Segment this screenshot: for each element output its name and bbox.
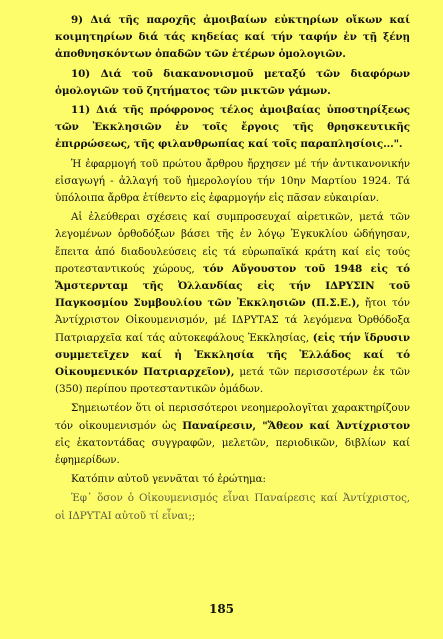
text-segment: εἰς ἑκατοντάδας συγγραφῶν, μελετῶν, περιοδικῶν, διβλίων καί ἐφημερίδων. — [55, 436, 410, 467]
text-segment: Κατόπιν αὐτοῦ γεννᾶται τό ἐρώτημα: — [71, 473, 266, 486]
text-segment: Ἐφ᾽ ὅσον ὁ Οἰκουμενισμός εἶναι Παναίρεσις καί Ἀντίχριστος, οἱ ΙΔΡΥΤΑΙ αὐτοῦ τί εἶναι;; — [55, 492, 410, 522]
text-segment: ἤτοι τόν Ἀντίχριστον Οἰκουμενισμόν, μέ ΙΔΡΥΤΑΣ τά λεγόμενα Ὀρθόδοξα Πατριαρχεῖα καί τάς αὐτοκεφάλους Ἐκκλησίας, — [55, 297, 410, 344]
paragraph-p1 — [55, 12, 410, 64]
paragraph-p8 — [55, 490, 410, 524]
text-segment: Αἱ ἐλεύθεραι σχέσεις καί συμπροσευχαί αἱρετικῶν, μετά τῶν λεγομένων ὀρθοδόξων βάσει τῆς ἐν λόγῳ Ἐγκυκλίου ὡδήγησαν, ἔπειτα ἀπό διαδουλεύσεις εἰς τά εὐρωπαϊκά κράτη καί εἰς τούς προτεσταντικούς χώρους, — [55, 211, 410, 275]
text-segment: μετά τῶν περισσοτέρων ἐκ τῶν (350) περίπου προτεσταντικῶν ὁμάδων. — [55, 366, 410, 396]
text-segment: 9) Διά τῆς παροχῆς ἀμοιβαίων εὐκτηρίων οἴκων καί κοιμητηρίων διά τάς κηδείας καί τήν ταφήν ἐν τῇ ξένῃ ἀποθνησκόντων ὀπαδῶν τῶν ἑτέρων ὁμολογιῶν. — [55, 14, 410, 61]
text-segment: 11) Διά τῆς πρόφρονος τέλος ἀμοιβαίας ὑποστηρίξεως τῶν Ἐκκλησιῶν ἐν τοῖς ἔργοις τῆς θρησκευτικῆς ἐπιρρώσεως, τῆς φιλανθρωπίας καί τοῖς παραπλησίοις...". — [55, 104, 410, 151]
paragraph-p6 — [55, 400, 410, 469]
text-body — [55, 12, 410, 525]
text-segment: Σημειωτέον ὅτι οἱ περισσότεροι νεοημερολογῖται χαρακτηρίζουν τόν οἰκουμενισμόν ὡς — [55, 402, 410, 432]
paragraph-p3 — [55, 102, 410, 154]
text-segment: Ἡ ἐφαρμογή τοῦ πρώτου ἄρθρου ἤρχησεν μέ τήν ἀντικανονικήν εἰσαγωγή - ἀλλαγή τοῦ ἡμερολογίου τήν 10ην Μαρτίου 1924. Τά ὑπόλοιπα ἄρθρα ἐτίθεντο εἰς ἐφαρμογήν εἰς πᾶσαν εὐκαιρίαν. — [55, 157, 410, 205]
text-segment: τόν Αὔγουστον τοῦ 1948 εἰς τό Ἄμστερνταμ τῆς Ὀλλανδίας εἰς τήν ΙΔΡΥΣΙΝ τοῦ Παγκοσμίου Συμβουλίου τῶν Ἐκκλησιῶν (Π.Σ.Ε.), — [55, 262, 410, 310]
text-segment: (εἰς τήν ἵδρυσιν συμμετεῖχεν καί ἡ Ἐκκλησία τῆς Ἑλλάδος καί τό Οἰκουμενικόν Πατριαρχεῖον), — [55, 331, 410, 379]
text-segment: Παναίρεσιν, "Ἄθεον καί Ἀντίχριστον — [182, 419, 410, 432]
paragraph-p4 — [55, 156, 410, 208]
paragraph-p5 — [55, 209, 410, 398]
page-number: 185 — [208, 602, 235, 616]
paragraph-p2 — [55, 66, 410, 100]
text-segment: 10) Διά τοῦ διακανονισμοῦ μεταξύ τῶν διαφόρων ὁμολογιῶν τοῦ ζητήματος τῶν μικτῶν γάμων. — [55, 67, 410, 97]
paragraph-p7 — [55, 471, 410, 488]
